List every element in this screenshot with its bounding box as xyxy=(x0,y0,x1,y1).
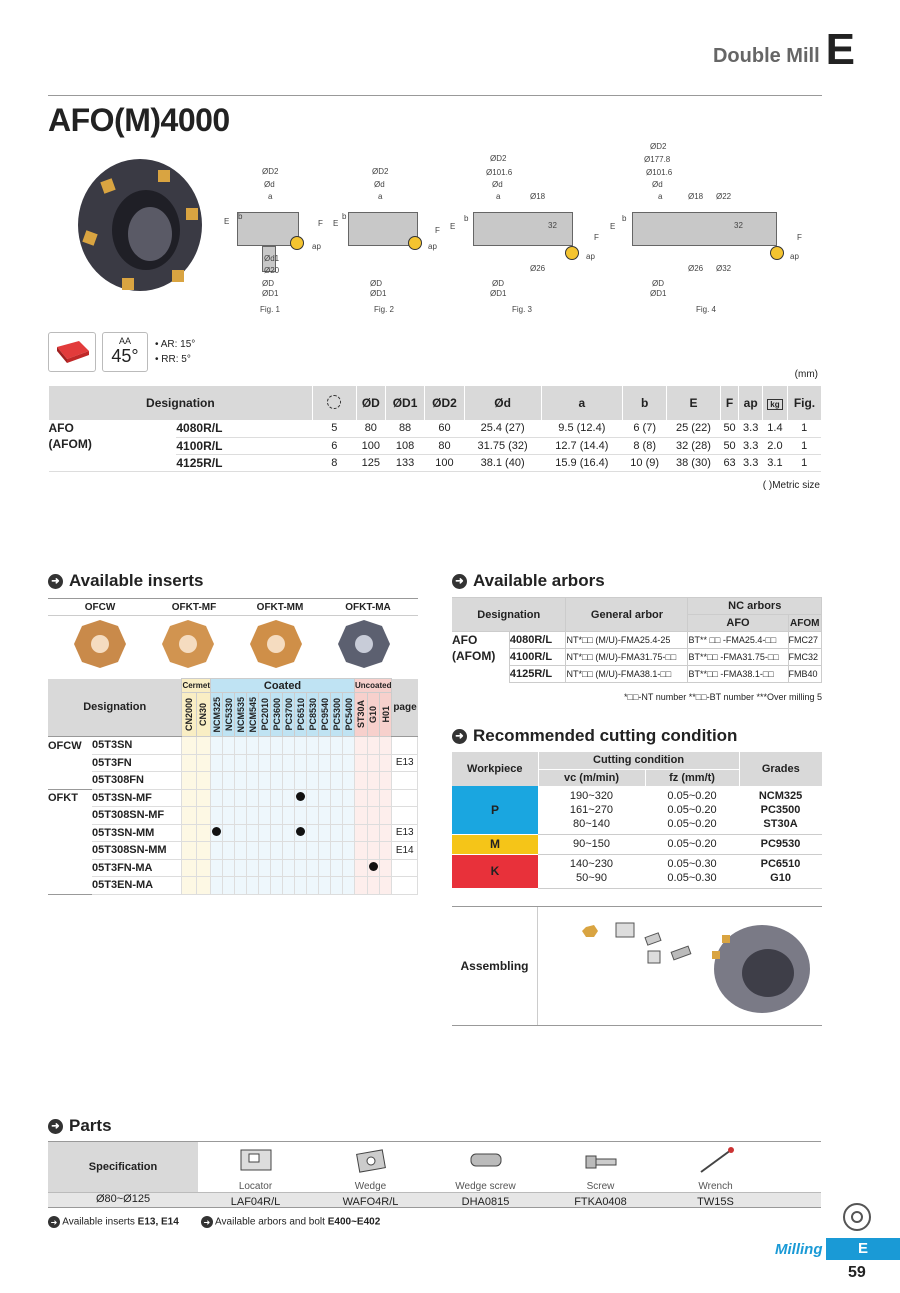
grade-header: PC9540 xyxy=(319,693,331,737)
table-row: P 190~320 161~270 80~140 0.05~0.20 0.05~0.20 0.05~0.20 NCM325 PC3500 ST30A xyxy=(452,786,822,834)
page-title: AFO(M)4000 xyxy=(48,102,230,138)
table-row: 05T308FN xyxy=(48,772,418,790)
fig3-label: Fig. 3 xyxy=(512,305,533,314)
inserts-link[interactable]: ➜ Available inserts E13, E14 xyxy=(48,1216,179,1228)
lead-angle-box: AA 45° xyxy=(102,332,148,372)
assembling-box: Assembling xyxy=(452,906,822,1026)
table-row: OFCW 05T3SN xyxy=(48,737,418,755)
arrow-circle-icon: ➜ xyxy=(452,729,467,744)
spec-table: Designation ØD ØD1 ØD2 Ød a b E F ap kg Fig. AFO (AFOM) 4080R/L 5 80 88 60 25.4 (27) 9.5 (12.4) 6 (7) 25 (22) 50 3.3 1.4 1 4100R/L 6 100 108 80 31.75 (32) 12.7 (14.4) 8 (8) 32 (28) 50 3.3 2.0 1 4125R/L 8 125 133 100 38.1 (40) 15.9 (16.4) 10 (9) 38 (30) 63 3.3 3.1 1 xyxy=(48,386,821,472)
table-row: 05T3SN-MM E13 xyxy=(48,824,418,842)
ofkt-mf-insert-image xyxy=(162,620,214,668)
table-row: 05T3FN E13 xyxy=(48,754,418,772)
grade-header: PC5300 xyxy=(331,693,343,737)
arrow-circle-icon: ➜ xyxy=(201,1216,213,1228)
table-row: M 90~150 0.05~0.20 PC9530 xyxy=(452,834,822,854)
arbors-table: Designation General arbor NC arbors AFO AFOM AFO (AFOM) 4080R/L NT*□□ (M/U)-FMA25.4-25 BT** □□ -FMA25.4-□□ FMC27 4100R/L NT*□□ (M/U)-FMA31.75-□□ BT**□□ -FMA31.75-□□ FMC32 4125R/L NT*□□ (M/U)-FMA38.1-□□ BT**□□ -FMA38.1-□□ FMB40 xyxy=(452,597,822,683)
arrow-circle-icon: ➜ xyxy=(48,574,63,589)
teeth-icon xyxy=(327,395,341,409)
ofkt-mm-insert-image xyxy=(250,620,302,668)
footer-links xyxy=(48,1216,380,1228)
section-name: Double Mill xyxy=(712,45,820,67)
part-value: DHA0815 xyxy=(461,1196,510,1208)
ofkt-ma-insert-image xyxy=(338,620,390,668)
grade-header: CN30 xyxy=(196,693,210,737)
table-row: 05T308SN-MM E14 xyxy=(48,842,418,860)
table-row: K 140~230 50~90 0.05~0.30 0.05~0.30 PC6510 G10 xyxy=(452,854,822,888)
grade-header: CN2000 xyxy=(182,693,196,737)
parts-title: ➜ Parts xyxy=(48,1116,112,1136)
grade-header: PC5400 xyxy=(343,693,355,737)
wrench-icon xyxy=(697,1146,735,1176)
insert-images xyxy=(48,618,418,674)
parts-table: Specification Ø80~Ø125 Locator LAF04R/L Wedge WAFO4R/L Wedge screw DHA0815 Screw FTKA0408 Wrench TW15S xyxy=(48,1141,821,1207)
insert-shape-icon xyxy=(48,332,96,372)
inserts-table: Designation Cermet Coated Uncoated page CN2000 CN30 NCM325 NC5330 NCM535 NCM545 PC2010 PC3600 PC3700 PC6510 PC8530 PC9540 PC5300 PC5400 ST30A G10 H01 OFCW 05T3SN 05T3FN E13 05T308FN OFKT 05T3SN-MF 05T308SN-MF 05T3SN-MM E13 05T308SN-MM E14 05T3FN-MA 05T3EN-MA xyxy=(48,678,418,895)
axial-rake: • AR: 15° xyxy=(155,339,196,350)
arrow-circle-icon: ➜ xyxy=(452,574,467,589)
grade-header: NCM325 xyxy=(211,693,223,737)
fig4-label: Fig. 4 xyxy=(696,305,717,314)
grade-header: PC6510 xyxy=(295,693,307,737)
availability-dot xyxy=(212,827,221,836)
milling-cutter-icon xyxy=(842,1200,872,1234)
section-header xyxy=(712,25,855,74)
footer-section: Milling xyxy=(775,1241,823,1258)
assembly-diagram xyxy=(572,915,812,1023)
grade-header: PC3600 xyxy=(271,693,283,737)
locator-icon xyxy=(237,1146,275,1176)
cutting-title: ➜ Recommended cutting condition xyxy=(452,726,737,746)
grade-header: ST30A xyxy=(355,693,367,737)
fig1-label: Fig. 1 xyxy=(260,305,281,314)
parts-column xyxy=(198,1142,313,1208)
wedge-icon xyxy=(352,1146,390,1176)
weight-icon: kg xyxy=(767,399,782,410)
table-row: 05T308SN-MF xyxy=(48,807,418,825)
part-label: Screw xyxy=(586,1181,615,1192)
inserts-title: ➜ Available inserts xyxy=(48,571,204,591)
grade-header: PC3700 xyxy=(283,693,295,737)
metric-note: ( )Metric size xyxy=(762,480,820,491)
parts-column xyxy=(428,1142,543,1208)
part-value: FTKA0408 xyxy=(574,1196,627,1208)
page-number: 59 xyxy=(848,1264,866,1281)
grade-header: H01 xyxy=(379,693,391,737)
cutting-table: Workpiece Cutting condition Grades vc (m/min) fz (mm/t) P 190~320 161~270 80~140 0.05~0.20 0.05~0.20 0.05~0.20 NCM325 PC3500 ST30A M 90~150 0.05~0.20 PC9530 K 140~230 50~90 0.05~0.30 0.05~0.30 PC6510 G10 xyxy=(452,752,822,889)
availability-dot xyxy=(296,792,305,801)
grade-header: NCM545 xyxy=(247,693,259,737)
radial-rake: • RR: 5° xyxy=(155,354,191,365)
grade-header: PC2010 xyxy=(259,693,271,737)
table-row: 05T3FN-MA xyxy=(48,859,418,877)
section-letter: E xyxy=(825,25,855,74)
part-value: WAFO4R/L xyxy=(342,1196,399,1208)
part-label: Wedge screw xyxy=(455,1181,516,1192)
availability-dot xyxy=(296,827,305,836)
grade-header: PC8530 xyxy=(307,693,319,737)
table-row: OFKT 05T3SN-MF xyxy=(48,789,418,807)
insert-types: OFCW OFKT-MF OFKT-MM OFKT-MA xyxy=(48,598,418,616)
part-value: TW15S xyxy=(697,1196,734,1208)
parts-column xyxy=(543,1142,658,1208)
availability-dot xyxy=(369,862,378,871)
unit-label: (mm) xyxy=(794,369,818,380)
wedge-screw-icon xyxy=(467,1146,505,1176)
ofcw-insert-image xyxy=(74,620,126,668)
part-value: LAF04R/L xyxy=(230,1196,281,1208)
part-label: Locator xyxy=(238,1181,273,1192)
arrow-circle-icon: ➜ xyxy=(48,1119,63,1134)
grade-header: NC5330 xyxy=(223,693,235,737)
cutter-image xyxy=(62,150,212,300)
part-label: Wedge xyxy=(354,1181,387,1192)
screw-icon xyxy=(582,1146,620,1176)
arbors-note: *□□-NT number **□□-BT number ***Over milling 5 xyxy=(624,692,822,702)
parts-row-label: Ø80~Ø125 xyxy=(95,1193,151,1205)
grade-header: G10 xyxy=(367,693,379,737)
arbors-title: ➜ Available arbors xyxy=(452,571,605,591)
arbors-link[interactable]: ➜ Available arbors and bolt E400~E402 xyxy=(201,1216,380,1228)
arrow-circle-icon: ➜ xyxy=(48,1216,60,1228)
header-rule xyxy=(48,95,822,96)
fig2-label: Fig. 2 xyxy=(374,305,395,314)
parts-column xyxy=(313,1142,428,1208)
part-label: Wrench xyxy=(698,1181,733,1192)
footer-letter: E xyxy=(826,1238,900,1260)
table-row: 05T3EN-MA xyxy=(48,877,418,895)
parts-column xyxy=(658,1142,773,1208)
grade-header: NCM535 xyxy=(235,693,247,737)
